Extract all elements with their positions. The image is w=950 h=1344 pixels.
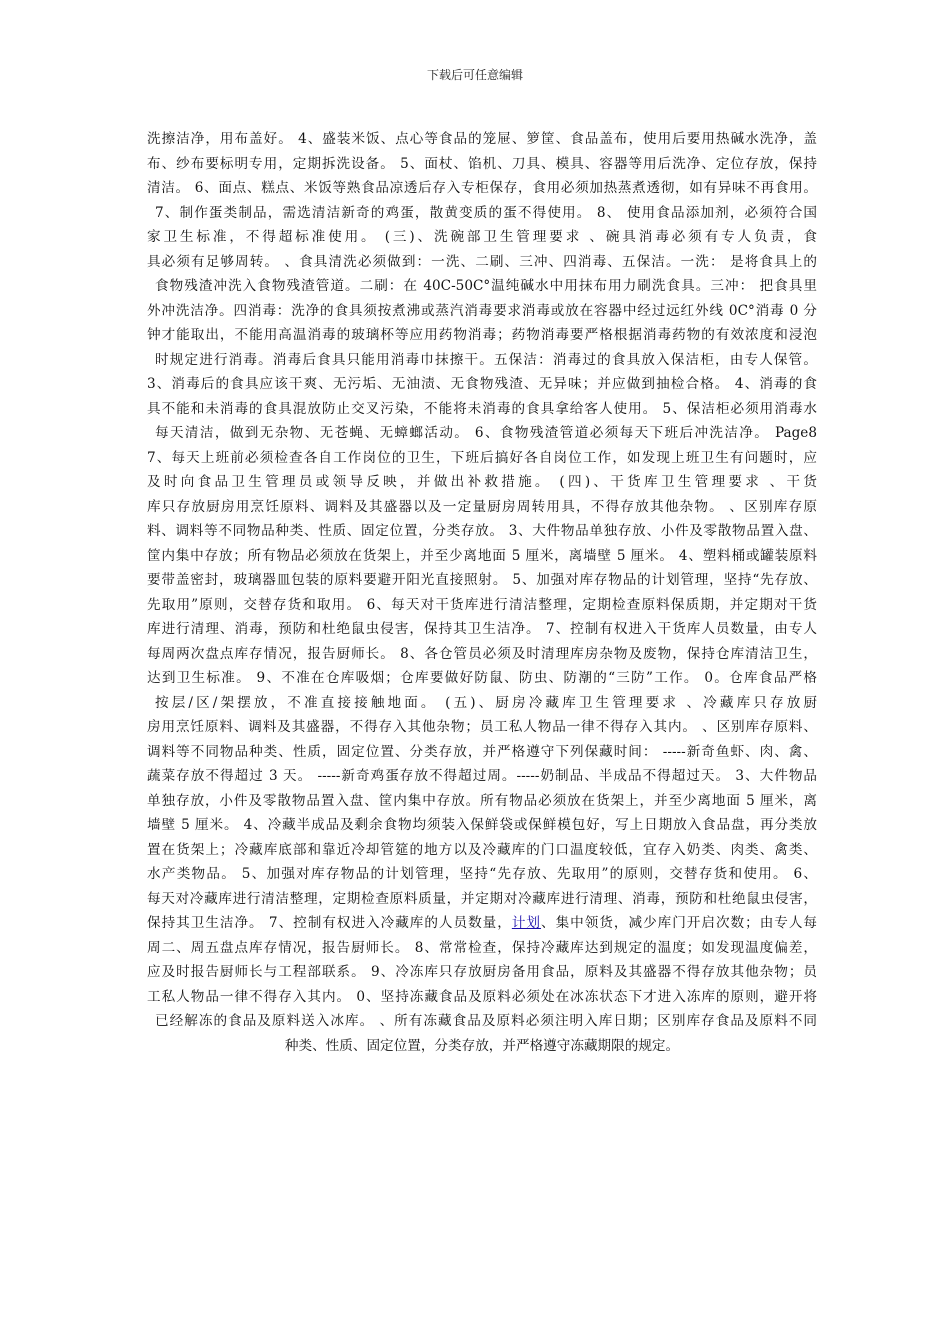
text-line: 达到卫生标准。 9、不准在仓库吸烟；仓库要做好防鼠、防虫、防潮的“三防”工作。 0。仓库食品严格 <box>147 670 817 686</box>
text-line: 时规定进行消毒。消毒后食具只能用消毒巾抹擦干。五保洁：消毒过的食具放入保洁柜，由专人保管。 <box>155 351 817 368</box>
text-line: 食物残渣冲洗入食物残渣管道。二刷：在 40C-50C°温纯碱水中用抹布用力刷洗食具。三冲： 把食具里 <box>155 278 817 294</box>
text-line: 每周两次盘点库存情况，报告厨师长。 8、各仓管员必须及时清理库房杂物及废物，保持仓库清洁卫生， <box>147 645 817 662</box>
text-line: 每天对冷藏库进行清洁整理，定期检查原料质量，并定期对冷藏库进行清理、消毒，预防和杜绝鼠虫侵害， <box>147 890 817 907</box>
text-line: 布、纱布要标明专用，定期拆洗设备。 5、面杖、馅机、刀具、模具、容器等用后洗净、定位存放，保持 <box>147 155 817 172</box>
page-header: 下载后可任意编辑 <box>426 68 523 82</box>
text-segment: 保持其卫生洁净。 7、控制有权进入冷藏库的人员数量， <box>147 915 512 931</box>
text-line: 库只存放厨房用烹饪原料、调料及其盛器以及一定量厨房周转用具，不得存放其他杂物。 、区别库存原 <box>147 498 817 515</box>
text-line: 工私人物品一律不得存入其内。 0、坚持冻藏食品及原料必须处在冰冻状态下才进入冻库的原则，避开将 <box>147 988 817 1005</box>
text-line: 7、制作蛋类制品，需选清洁新奇的鸡蛋，散黄变质的蛋不得使用。 8、 使用食品添加剂，必须符合国 <box>155 204 817 221</box>
text-line: 应及时报告厨师长与工程部联系。 9、冷冻库只存放厨房备用食品，原料及其盛器不得存放其他杂物；员 <box>147 964 817 980</box>
text-line: 房用烹饪原料、调料及其盛器，不得存入其他杂物；员工私人物品一律不得存入其内。 、区别库存原料、 <box>147 719 817 735</box>
text-line: 按层/区/架摆放，不准直接接触地面。 (五)、厨房冷藏库卫生管理要求 、冷藏库只存放厨 <box>155 694 817 711</box>
plan-link[interactable]: 计划 <box>511 915 542 931</box>
text-line: 调料等不同物品种类、性质，固定位置、分类存放，并严格遵守下列保藏时间： -----新奇鱼虾、肉、禽、 <box>147 743 817 760</box>
text-line: 3、消毒后的食具应该干爽、无污垢、无油渍、无食物残渣、无异味；并应做到抽检合格。 4、消毒的食 <box>147 376 817 392</box>
text-line: 墙壁 5 厘米。 4、冷藏半成品及剩余食物均须装入保鲜袋或保鲜模包好，写上日期放入食品盘，再分类放 <box>147 817 817 833</box>
text-line: 筐内集中存放；所有物品必须放在货架上，并至少离地面 5 厘米，离墙壁 5 厘米。 4、塑料桶或罐装原料 <box>147 547 817 564</box>
text-line <box>147 911 817 936</box>
text-line: 先取用”原则，交替存货和取用。 6、每天对干货库进行清洁整理，定期检查原料保质期，并定期对干货 <box>147 596 817 613</box>
text-line: 钟才能取出，不能用高温消毒的玻璃杯等应用药物消毒；药物消毒要严格根据消毒药物的有效浓度和浸泡 <box>147 327 817 343</box>
text-line: 库进行清理、消毒，预防和杜绝鼠虫侵害，保持其卫生洁净。 7、控制有权进入干货库人员数量，由专人 <box>147 621 817 637</box>
text-line: 种类、性质、固定位置，分类存放，并严格遵守冻藏期限的规定。 <box>284 1037 680 1054</box>
text-line: 料、调料等不同物品种类、性质、固定位置，分类存放。 3、大件物品单独存放、小件及零散物品置入盘、 <box>147 523 817 539</box>
text-line: 具必须有足够周转。 、食具清洗必须做到：一洗、二刷、三冲、四消毒、五保洁。一洗： 是将食具上的 <box>147 253 817 270</box>
text-line: 洗擦洁净，用布盖好。 4、盛装米饭、点心等食品的笼屉、箩筐、食品盖布，使用后要用热碱水洗净，盖 <box>147 131 817 147</box>
text-line: 每天清洁，做到无杂物、无苍蝇、无蟑螂活动。 6、食物残渣管道必须每天下班后冲洗洁净。 Page8 <box>155 425 817 441</box>
text-line: 已经解冻的食品及原料送入冰库。 、所有冻藏食品及原料必须注明入库日期；区别库存食品及原料不同 <box>155 1013 817 1029</box>
text-line: 周二、周五盘点库存情况，报告厨师长。 8、常常检查，保持冷藏库达到规定的温度；如发现温度偏差， <box>147 939 817 956</box>
text-segment: 、集中领货，减少库门开启次数；由专人每 <box>541 915 817 931</box>
text-line: 单独存放，小件及零散物品置入盘、筐内集中存放。所有物品必须放在货架上，并至少离地面 5 厘米，离 <box>147 792 817 809</box>
text-line: 及时向食品卫生管理员或领导反映，并做出补救措施。 (四)、干货库卫生管理要求 、干货 <box>147 474 817 490</box>
document-body <box>147 127 817 1058</box>
text-line: 水产类物品。 5、加强对库存物品的计划管理，坚持“先存放、先取用”的原则，交替存货和使用。 6、 <box>147 866 817 882</box>
text-line: 要带盖密封，玻璃器皿包装的原料要避开阳光直接照射。 5、加强对库存物品的计划管理，坚持“先存放、 <box>147 572 817 588</box>
text-line: 家卫生标准，不得超标准使用。 (三)、洗碗部卫生管理要求 、碗具消毒必须有专人负责，食 <box>147 229 817 245</box>
text-line: 7、每天上班前必须检查各自工作岗位的卫生，下班后搞好各自岗位工作，如发现上班卫生有问题时，应 <box>147 449 817 466</box>
text-line: 外冲洗洁净。四消毒：洗净的食具须按煮沸或蒸汽消毒要求消毒或放在容器中经过远红外线 0C°消毒 0 分 <box>147 302 817 319</box>
text-line: 蔬菜存放不得超过 3 天。 -----新奇鸡蛋存放不得超过周。-----奶制品、半成品不得超过天。 3、大件物品 <box>147 768 817 784</box>
text-line: 清洁。 6、面点、糕点、米饭等熟食品凉透后存入专柜保存，食用必须加热蒸煮透彻，如有异味不再食用。 <box>147 180 817 196</box>
text-line: 置在货架上；冷藏库底部和靠近冷却管筵的地方以及冷藏库的门口温度较低，宜存入奶类、肉类、禽类、 <box>147 841 817 858</box>
text-line: 具不能和未消毒的食具混放防止交叉污染，不能将未消毒的食具拿给客人使用。 5、保洁柜必须用消毒水 <box>147 400 817 417</box>
